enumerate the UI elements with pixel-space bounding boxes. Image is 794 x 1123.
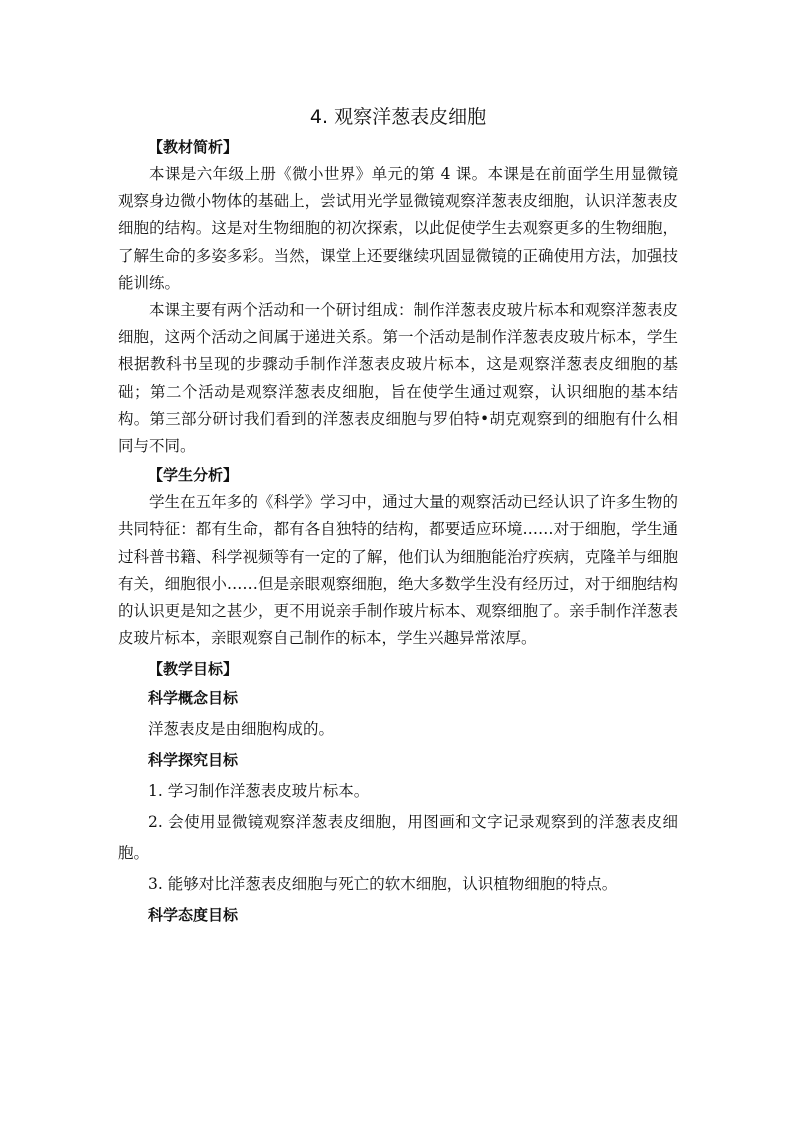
inquiry-goal-item-3: 3. 能够对比洋葱表皮细胞与死亡的软木细胞，认识植物细胞的特点。 [148,875,618,894]
inquiry-goal-item-1: 1. 学习制作洋葱表皮玻片标本。 [148,782,370,801]
document-page [118,102,678,931]
inquiry-goal-heading: 科学探究目标 [148,751,239,770]
attitude-goal-heading: 科学态度目标 [148,906,239,925]
concept-goal-text: 洋葱表皮是由细胞构成的。 [148,720,335,739]
textbook-analysis-paragraph-2: 本课主要有两个活动和一个研讨组成：制作洋葱表皮玻片标本和观察洋葱表皮细胞，这两个活动之间属于递进关系。第一个活动是制作洋葱表皮玻片标本，学生根据教科书呈现的步骤动手制作洋葱表皮玻片标本，这是观察洋葱表皮细胞的基础；第二个活动是观察洋葱表皮细胞，旨在使学生通过观察，认识细胞的基本结构。第三部分研讨我们看到的洋葱表皮细胞与罗伯特•胡克观察到的细胞有什么相同与不同。 [118,301,678,456]
concept-goal-heading: 科学概念目标 [148,689,239,708]
section-heading-student-analysis: 【学生分析】 [148,466,239,485]
student-analysis-paragraph: 学生在五年多的《科学》学习中，通过大量的观察活动已经认识了许多生物的共同特征：都有生命，都有各自独特的结构，都要适应环境……对于细胞，学生通过科普书籍、科学视频等有一定的了解，他们认为细胞能治疗疾病，克隆羊与细胞有关，细胞很小……但是亲眼观察细胞，绝大多数学生没有经历过，对于细胞结构的认识更是知之甚少，更不用说亲手制作玻片标本、观察细胞了。亲手制作洋葱表皮玻片标本，亲眼观察自己制作的标本，学生兴趣异常浓厚。 [118,493,678,648]
page-title: 4. 观察洋葱表皮细胞 [309,106,487,128]
inquiry-goal-item-2: 2. 会使用显微镜观察洋葱表皮细胞，用图画和文字记录观察到的洋葱表皮细胞。 [118,813,678,863]
section-heading-teaching-goals: 【教学目标】 [148,660,239,679]
textbook-analysis-paragraph-1: 本课是六年级上册《微小世界》单元的第 4 课。本课是在前面学生用显微镜观察身边微小物体的基础上，尝试用光学显微镜观察洋葱表皮细胞，认识洋葱表皮细胞的结构。这是对生物细胞的初次探索，以此促使学生去观察更多的生物细胞，了解生命的多姿多彩。当然，课堂上还要继续巩固显微镜的正确使用方法，加强技能训练。 [118,165,678,292]
section-heading-textbook-analysis: 【教材简析】 [148,138,239,156]
